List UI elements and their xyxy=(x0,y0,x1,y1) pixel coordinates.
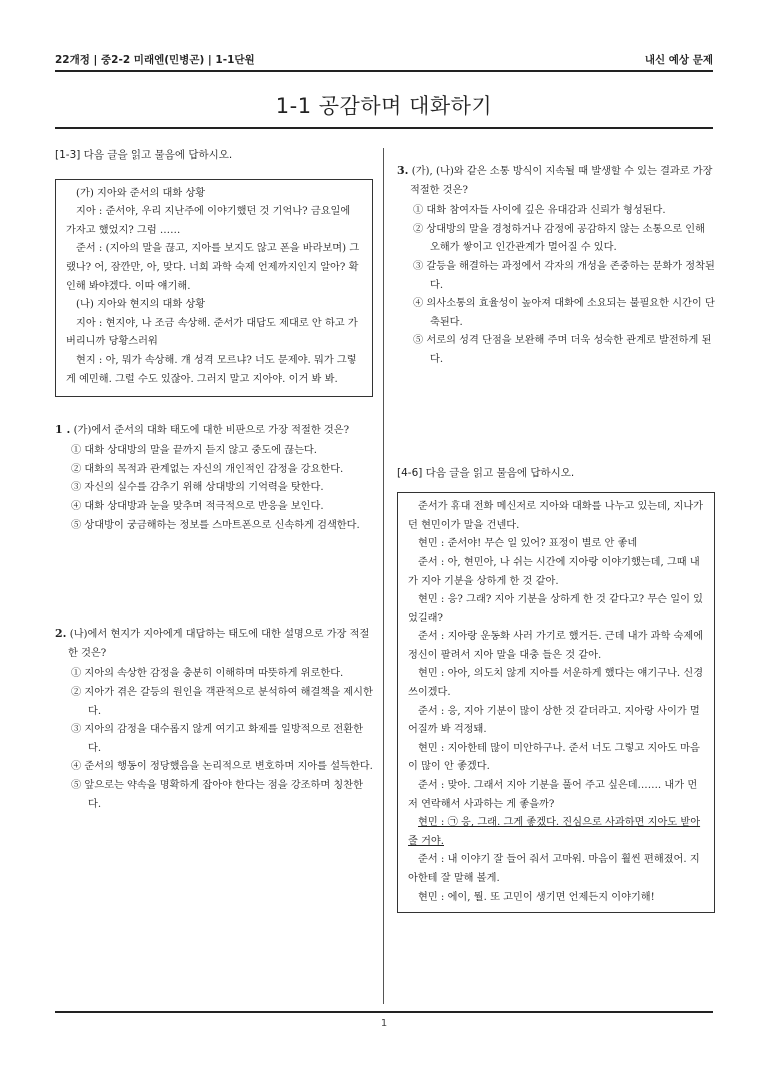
passage-line: 현민 : 에이, 뭘. 또 고민이 생기면 언제든지 이야기해! xyxy=(418,891,655,903)
passage-line: 준서 : (지아의 말을 끊고, 지아를 보지도 않고 폰을 바라보며) 그랬나? 어, 잠깐만, 아, 맞다. 너희 과학 숙제 언제까지인지 알아? 확인해 봐야겠다. 이따 얘기해. xyxy=(66,243,360,292)
passage-line: 현민 : 응? 그래? 지아 기분을 상하게 한 것 같다고? 무슨 일이 있었길래? xyxy=(408,594,704,624)
option-5[interactable]: ⑤ 앞으로는 약속을 명확하게 잡아야 한다는 점을 강조하며 칭찬한다. xyxy=(71,779,363,810)
option-4[interactable]: ④ 대화 상대방과 눈을 맞추며 적극적으로 반응을 보인다. xyxy=(71,500,324,512)
option-2[interactable]: ② 대화의 목적과 관계없는 자신의 개인적인 감정을 강요한다. xyxy=(71,463,344,475)
answer-options xyxy=(413,202,715,369)
passage-line: 준서 : 내 이야기 잘 들어 줘서 고마워. 마음이 훨씬 편해졌어. 지아한테 잘 말해 볼게. xyxy=(408,854,700,884)
footer-rule xyxy=(55,1011,713,1013)
passage-line: 준서가 휴대 전화 메신저로 지아와 대화를 나누고 있는데, 지나가던 현민이가 말을 건넨다. xyxy=(408,501,704,531)
section-heading-4-6: [4-6] 다음 글을 읽고 물음에 답하시오. xyxy=(397,466,575,479)
page-number: 1 xyxy=(380,1018,388,1029)
passage-line: 지아 : 준서야, 우리 지난주에 이야기했던 것 기억나? 금요일에 가자고 했었지? 그럼 …… xyxy=(66,206,351,236)
option-1[interactable]: ① 지아의 속상한 감정을 충분히 이해하며 따뜻하게 위로한다. xyxy=(71,668,344,680)
answer-options xyxy=(71,442,373,535)
left-column xyxy=(55,146,373,814)
option-1[interactable]: ① 대화 상대방의 말을 끝까지 듣지 않고 중도에 끊는다. xyxy=(71,445,317,457)
passage-line: 현민 : 준서야! 무슨 일 있어? 표정이 별로 안 좋네 xyxy=(418,538,638,550)
passage-line: 현지 : 아, 뭐가 속상해. 걔 성격 모르냐? 너도 문제야. 뭐가 그렇게 예민해. 그럴 수도 있잖아. 그러지 말고 지아야. 이거 봐 봐. xyxy=(66,354,357,385)
passage-line: 준서 : 응, 지아 기분이 많이 상한 것 같더라고. 지아랑 사이가 멀어질까 봐 걱정돼. xyxy=(408,705,700,736)
option-3[interactable]: ③ 갈등을 해결하는 과정에서 각자의 개성을 존중하는 문화가 정착된다. xyxy=(413,260,715,291)
question-text: (가)에서 준서의 대화 태도에 대한 비판으로 가장 적절한 것은? xyxy=(73,424,350,436)
passage-line: 준서 : 아, 현민아, 나 쉬는 시간에 지아랑 이야기했는데, 그때 내가 지아 기분을 상하게 한 것 같아. xyxy=(408,556,700,587)
question-number: 2. xyxy=(55,627,67,641)
option-4[interactable]: ④ 준서의 행동이 정당했음을 논리적으로 변호하며 지아를 설득한다. xyxy=(71,761,373,773)
option-5[interactable]: ⑤ 상대방이 궁금해하는 정보를 스마트폰으로 신속하게 검색한다. xyxy=(71,519,360,531)
option-1[interactable]: ① 대화 참여자들 사이에 깊은 유대감과 신뢰가 형성된다. xyxy=(413,205,666,217)
header-exam-label: 내신 예상 문제 xyxy=(644,54,713,66)
question-3 xyxy=(397,162,715,370)
question-text: (나)에서 현지가 지아에게 대답하는 태도에 대한 설명으로 가장 적절한 것은? xyxy=(68,629,370,659)
header-course-info: 22개정 | 중2-2 미래엔(민병곤) | 1-1단원 xyxy=(55,54,255,66)
passage-line: 현민 : 지아한테 많이 미안하구나. 준서 너도 그렇고 지아도 마음이 많이 안 좋겠다. xyxy=(408,742,700,773)
question-1 xyxy=(55,421,373,536)
passage-box-2 xyxy=(397,492,715,913)
question-text: (가), (나)와 같은 소통 방식이 지속될 때 발생할 수 있는 결과로 가장 적절한 것은? xyxy=(410,166,713,196)
header-rule xyxy=(55,70,713,72)
passage-box-1 xyxy=(55,179,373,397)
question-number: 1 . xyxy=(55,422,71,436)
option-2[interactable]: ② 상대방의 말을 경청하거나 감정에 공감하지 않는 소통으로 인해 오해가 쌓이고 인간관계가 멀어질 수 있다. xyxy=(413,223,705,254)
passage-line: 준서 : 맞아. 그래서 지아 기분을 풀어 주고 싶은데……. 내가 먼저 연락해서 사과하는 게 좋을까? xyxy=(408,780,698,810)
question-2 xyxy=(55,625,373,814)
option-3[interactable]: ③ 지아의 감정을 대수롭지 않게 여기고 화제를 일방적으로 전환한다. xyxy=(71,724,363,754)
section-heading-1-3: [1-3] 다음 글을 읽고 물음에 답하시오. xyxy=(55,149,233,161)
answer-options xyxy=(71,665,373,814)
title-rule xyxy=(55,127,713,129)
passage-line: (나) 지아와 현지의 대화 상황 xyxy=(76,299,206,311)
underlined-passage-line: 현민 : ㉠ 응, 그래. 그게 좋겠다. 진심으로 사과하면 지아도 받아 줄 거야. xyxy=(408,817,701,847)
option-4[interactable]: ④ 의사소통의 효율성이 높아져 대화에 소요되는 불필요한 시간이 단축된다. xyxy=(413,298,715,328)
passage-line: 지아 : 현지야, 나 조금 속상해. 준서가 대답도 제대로 안 하고 가 버리니까 당황스러워 xyxy=(66,317,358,348)
page-title: 1-1 공감하며 대화하기 xyxy=(275,94,493,118)
option-3[interactable]: ③ 자신의 실수를 감추기 위해 상대방의 기억력을 탓한다. xyxy=(71,482,324,494)
question-number: 3. xyxy=(397,164,409,177)
passage-line: (가) 지아와 준서의 대화 상황 xyxy=(76,187,206,199)
passage-line: 현민 : 아아, 의도치 않게 지아를 서운하게 했다는 얘기구나. 신경 쓰이겠다. xyxy=(408,668,704,699)
column-divider xyxy=(383,148,384,1004)
option-5[interactable]: ⑤ 서로의 성격 단점을 보완해 주며 더욱 성숙한 관계로 발전하게 된다. xyxy=(413,335,712,365)
passage-line: 준서 : 지아랑 운동화 사러 가기로 했거든. 근데 내가 과학 숙제에 정신이 팔려서 지아 말을 대충 들은 것 같아. xyxy=(408,631,704,661)
option-2[interactable]: ② 지아가 겪은 갈등의 원인을 객관적으로 분석하여 해결책을 제시한다. xyxy=(71,686,373,717)
page-header xyxy=(55,49,713,69)
right-column xyxy=(397,162,715,913)
